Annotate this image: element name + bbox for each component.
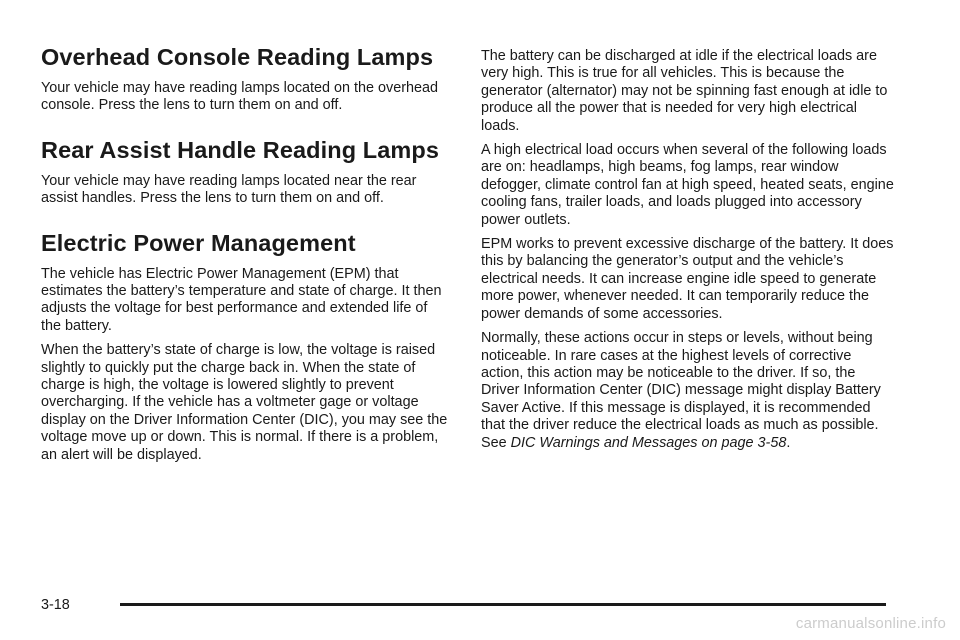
paragraph-end: .: [786, 434, 791, 451]
section-paragraph: Your vehicle may have reading lamps located on the overhead console. Press the lens to turn them on and off.: [41, 80, 439, 114]
paragraph-text: Normally, these actions occur in steps or levels, without being noticeable. In rare cases at the highest levels of corrective action, this action may be noticeable to the driver. If so, the Driver Information Center (DIC) message might display Battery Saver Active. If this message is displayed, it is recommended that the driver reduce the electrical loads as much as possible. See: [481, 330, 881, 451]
section-heading: Rear Assist Handle Reading Lamps: [41, 136, 440, 163]
section-rear-assist: [41, 135, 451, 208]
section-overhead-console: [41, 42, 451, 115]
section-paragraph: When the battery’s state of charge is low, the voltage is raised slightly to quickly put the charge back in. When the state of charge is high, the voltage is lowered slightly to prevent overcharging. If the vehicle has a voltmeter gage or voltage display on the Driver Information Center (DIC), you may see the voltage move up or down. This is normal. If there is a problem, an alert will be displayed.: [41, 342, 448, 463]
section-paragraph: The vehicle has Electric Power Management (EPM) that estimates the battery’s temperature and state of charge. It then adjusts the voltage for best performance and extended life of the battery.: [41, 265, 442, 334]
section-heading: Electric Power Management: [41, 229, 356, 256]
watermark: carmanualsonline.info: [795, 615, 946, 632]
section-electric-power-management: [41, 228, 451, 464]
section-paragraph: Your vehicle may have reading lamps located near the rear assist handles. Press the lens to turn them on and off.: [41, 172, 417, 207]
cross-reference-link[interactable]: DIC Warnings and Messages on page 3-58: [510, 434, 787, 451]
body-paragraph: A high electrical load occurs when several of the following loads are on: headlamps, high beams, fog lamps, rear window defogger, climate control fan at high speed, heated seats, engine cooling fans, trailer loads, and loads plugged into accessory power outlets.: [481, 142, 894, 228]
left-column: [41, 42, 451, 484]
right-column: [481, 48, 895, 459]
body-paragraph-last: [481, 330, 895, 452]
body-paragraph: EPM works to prevent excessive discharge of the battery. It does this by balancing the generator’s output and the vehicle’s electrical needs. It can increase engine idle speed to generate more power, whenever needed. It can temporarily reduce the power demands of some accessories.: [481, 236, 894, 322]
page-number: 3-18: [41, 597, 70, 613]
section-heading: Overhead Console Reading Lamps: [41, 44, 434, 70]
footer-rule: [120, 603, 886, 606]
body-paragraph: The battery can be discharged at idle if the electrical loads are very high. This is true for all vehicles. This is because the generator (alternator) may not be spinning fast enough at idle to produce all the power that is needed for very high electrical loads.: [481, 48, 888, 134]
